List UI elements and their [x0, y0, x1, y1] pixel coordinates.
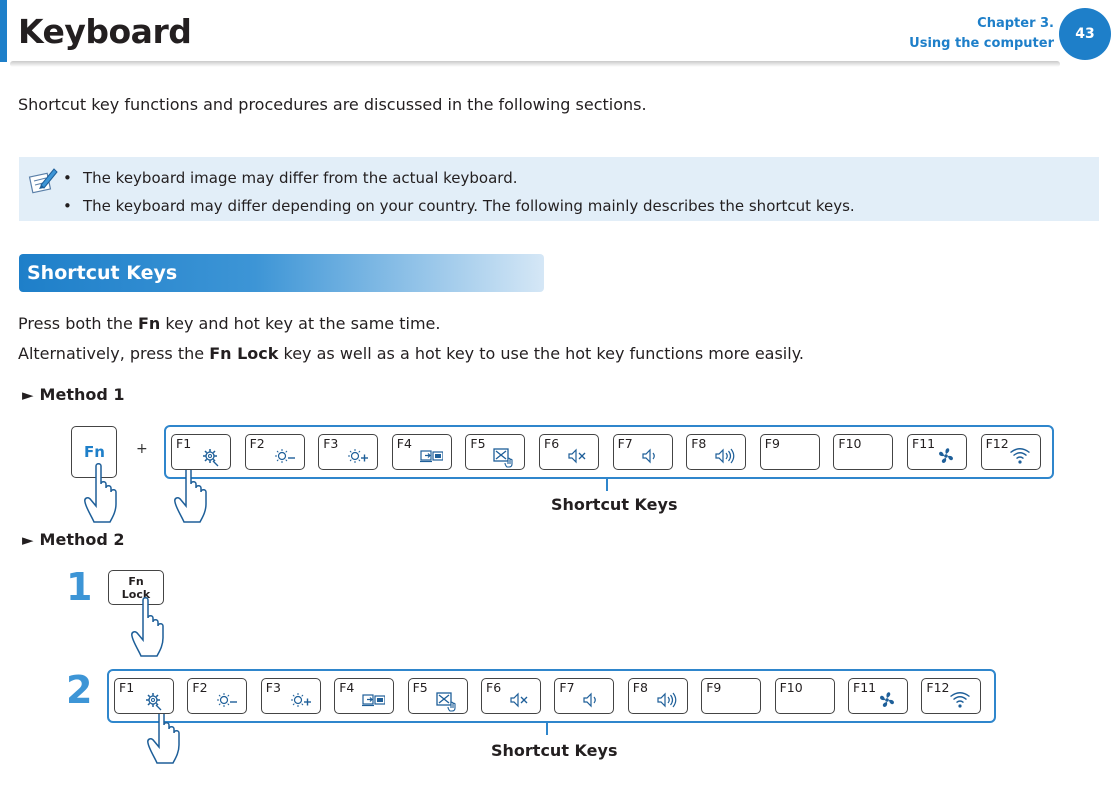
hand-pointer-icon [170, 462, 216, 524]
function-key-label: F9 [764, 436, 780, 451]
settings-icon [198, 446, 222, 468]
function-key-f4 [334, 678, 394, 714]
fn-lock-key-label: Fn [128, 575, 144, 588]
hand-pointer-icon [127, 596, 173, 658]
shortcut-keys-caption-1: Shortcut Keys [551, 495, 678, 514]
settings-icon [141, 690, 165, 712]
function-key-f9 [760, 434, 820, 470]
function-key-f3 [261, 678, 321, 714]
instruction-line-2 [18, 344, 804, 363]
chapter-label [909, 14, 1054, 54]
function-key-label: F4 [396, 436, 412, 451]
intro-text: Shortcut key functions and procedures are discussed in the following sections. [18, 95, 647, 114]
plus-sign: + [136, 441, 148, 457]
step-number-2: 2 [66, 668, 93, 712]
caption-tick [606, 479, 608, 491]
function-key-f9 [701, 678, 761, 714]
instruction-line-1 [18, 314, 440, 333]
function-key-f2 [245, 434, 305, 470]
note-box [19, 157, 1099, 221]
function-key-f12 [981, 434, 1041, 470]
function-key-f11 [848, 678, 908, 714]
function-key-label: F12 [985, 436, 1009, 451]
header-divider [10, 61, 1060, 67]
wifi-icon [1008, 446, 1032, 468]
volume-down-icon [581, 690, 605, 712]
instruction-text: Press both the [18, 314, 138, 333]
shortcut-keys-caption-2: Shortcut Keys [491, 741, 618, 760]
note-pencil-icon [27, 165, 59, 197]
function-key-label: F6 [544, 436, 560, 451]
method-label: Method 1 [39, 385, 125, 404]
step-number-1: 1 [66, 565, 93, 609]
chapter-number: Chapter 3. [977, 16, 1054, 31]
function-key-f10 [775, 678, 835, 714]
section-title: Shortcut Keys [27, 262, 178, 284]
chapter-title: Using the computer [909, 36, 1054, 51]
note-item: • The keyboard may differ depending on your country. The following mainly describes the shortcut keys. [63, 192, 855, 220]
function-key-label: F10 [838, 436, 862, 451]
page-title: Keyboard [18, 12, 192, 51]
function-key-label: F6 [486, 680, 502, 695]
display-switch-icon [419, 446, 443, 468]
function-key-label: F7 [559, 680, 575, 695]
caption-tick [546, 723, 548, 735]
function-key-label: F7 [617, 436, 633, 451]
function-key-f5 [465, 434, 525, 470]
instruction-text: Alternatively, press the [18, 344, 210, 363]
function-key-label: F5 [412, 680, 428, 695]
function-key-label: F9 [706, 680, 722, 695]
instruction-text: key as well as a hot key to use the hot key functions more easily. [278, 344, 804, 363]
fn-lock-key-name: Fn Lock [209, 344, 279, 363]
fn-key-name: Fn [137, 314, 161, 333]
function-key-label: F3 [323, 436, 339, 451]
function-key-label: F12 [926, 680, 950, 695]
wifi-icon [948, 690, 972, 712]
function-key-f5 [408, 678, 468, 714]
mute-icon [508, 690, 532, 712]
function-key-f8 [686, 434, 746, 470]
function-key-f1 [171, 434, 231, 470]
function-key-f4 [392, 434, 452, 470]
section-heading-bar [19, 254, 544, 292]
note-item: • The keyboard image may differ from the actual keyboard. [63, 164, 855, 192]
function-key-label: F8 [691, 436, 707, 451]
brightness-up-icon [288, 690, 312, 712]
arrow-right-icon: ► [22, 386, 34, 404]
function-key-f6 [481, 678, 541, 714]
function-key-f7 [554, 678, 614, 714]
volume-down-icon [640, 446, 664, 468]
function-key-label: F3 [265, 680, 281, 695]
volume-up-icon [655, 690, 679, 712]
brightness-down-icon [214, 690, 238, 712]
brightness-up-icon [345, 446, 369, 468]
function-key-label: F1 [176, 436, 192, 451]
function-key-label: F11 [912, 436, 936, 451]
display-switch-icon [361, 690, 385, 712]
function-key-f1 [114, 678, 174, 714]
function-key-f3 [318, 434, 378, 470]
hand-pointer-icon [80, 462, 126, 524]
function-key-label: F1 [119, 680, 135, 695]
method-2-heading [22, 530, 125, 549]
function-key-label: F10 [779, 680, 803, 695]
function-key-label: F4 [339, 680, 355, 695]
method-1-heading [22, 385, 125, 404]
function-key-f6 [539, 434, 599, 470]
function-key-label: F2 [192, 680, 208, 695]
method-label: Method 2 [39, 530, 125, 549]
function-key-f12 [921, 678, 981, 714]
fan-icon [934, 446, 958, 468]
function-key-label: F8 [632, 680, 648, 695]
touchpad-toggle-icon [435, 690, 459, 712]
touchpad-toggle-icon [492, 446, 516, 468]
volume-up-icon [713, 446, 737, 468]
note-list [63, 164, 855, 220]
function-key-f10 [833, 434, 893, 470]
fan-icon [875, 690, 899, 712]
mute-icon [566, 446, 590, 468]
function-key-f8 [628, 678, 688, 714]
function-key-f11 [907, 434, 967, 470]
page-number-badge: 43 [1059, 8, 1111, 60]
function-key-label: F11 [853, 680, 877, 695]
header-accent-bar [0, 0, 7, 62]
instruction-text: key and hot key at the same time. [160, 314, 441, 333]
function-key-f2 [187, 678, 247, 714]
function-key-label: F5 [470, 436, 486, 451]
fn-key-label: Fn [84, 443, 105, 461]
fn-lock-key-label: Lock [121, 588, 151, 601]
brightness-down-icon [272, 446, 296, 468]
function-key-label: F2 [249, 436, 265, 451]
arrow-right-icon: ► [22, 531, 34, 549]
function-key-f7 [613, 434, 673, 470]
